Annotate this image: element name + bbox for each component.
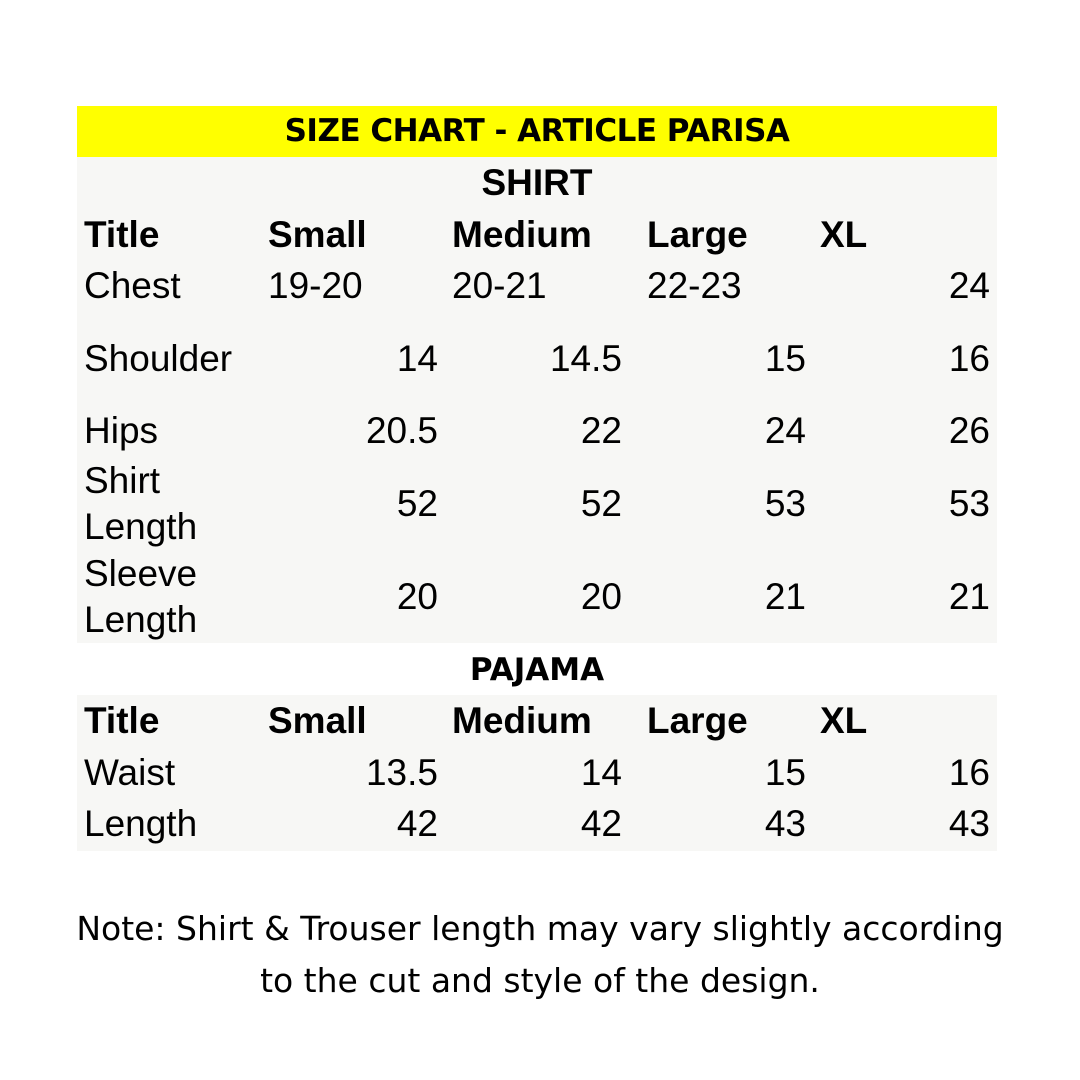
shirt-cell-shirt-length-large: 53 <box>764 483 806 524</box>
pajama-cell-waist-small: 13.5 <box>365 752 438 793</box>
pajama-cell-waist-large: 15 <box>764 752 806 793</box>
shirt-cell-chest-small: 19-20 <box>268 265 363 306</box>
pajama-header-xl: XL <box>820 700 868 741</box>
shirt-cell-chest-large: 22-23 <box>647 265 742 306</box>
shirt-row-label-hips: Hips <box>84 410 159 451</box>
shirt-cell-hips-small: 20.5 <box>365 410 438 451</box>
pajama-section-title: PAJAMA <box>469 652 605 688</box>
pajama-cell-length-medium: 42 <box>580 803 622 844</box>
shirt-section-title: SHIRT <box>481 162 593 203</box>
shirt-row-label-shoulder: Shoulder <box>84 338 233 379</box>
shirt-cell-shirt-length-xl: 53 <box>948 483 990 524</box>
shirt-cell-chest-medium: 20-21 <box>452 265 547 306</box>
shirt-cell-shoulder-large: 15 <box>764 338 806 379</box>
shirt-cell-hips-large: 24 <box>764 410 806 451</box>
pajama-cell-length-small: 42 <box>396 803 438 844</box>
shirt-cell-shoulder-xl: 16 <box>948 338 990 379</box>
pajama-cell-waist-medium: 14 <box>580 752 622 793</box>
shirt-cell-sleeve-length-large: 21 <box>764 576 806 617</box>
shirt-header-small: Small <box>268 214 367 255</box>
shirt-header-medium: Medium <box>452 214 592 255</box>
pajama-cell-length-xl: 43 <box>948 803 990 844</box>
pajama-header-title: Title <box>84 700 160 741</box>
shirt-header-large: Large <box>647 214 748 255</box>
shirt-cell-shirt-length-small: 52 <box>396 483 438 524</box>
sizing-note-line-1: Note: Shirt & Trouser length may vary slightly according <box>76 909 1004 948</box>
pajama-header-medium: Medium <box>452 700 592 741</box>
shirt-header-xl: XL <box>820 214 868 255</box>
shirt-row-label-shirt-length: Shirt Length <box>84 460 198 547</box>
pajama-header-small: Small <box>268 700 367 741</box>
shirt-cell-sleeve-length-small: 20 <box>396 576 438 617</box>
sizing-note-line-2: to the cut and style of the design. <box>260 961 820 1000</box>
pajama-cell-waist-xl: 16 <box>948 752 990 793</box>
shirt-row-label-chest: Chest <box>84 265 181 306</box>
sizing-note <box>40 903 1040 1007</box>
shirt-cell-sleeve-length-medium: 20 <box>580 576 622 617</box>
shirt-cell-shoulder-small: 14 <box>396 338 438 379</box>
shirt-row-label-sleeve-length: Sleeve Length <box>84 553 198 640</box>
pajama-row-label-waist: Waist <box>84 752 176 793</box>
size-chart-title: SIZE CHART - ARTICLE PARISA <box>77 106 997 157</box>
shirt-cell-sleeve-length-xl: 21 <box>948 576 990 617</box>
pajama-row-label-length: Length <box>84 803 198 844</box>
pajama-header-large: Large <box>647 700 748 741</box>
shirt-cell-hips-medium: 22 <box>580 410 622 451</box>
shirt-cell-shoulder-medium: 14.5 <box>549 338 622 379</box>
pajama-cell-length-large: 43 <box>764 803 806 844</box>
shirt-cell-shirt-length-medium: 52 <box>580 483 622 524</box>
shirt-cell-chest-xl: 24 <box>948 265 990 306</box>
shirt-cell-hips-xl: 26 <box>948 410 990 451</box>
shirt-header-title: Title <box>84 214 160 255</box>
